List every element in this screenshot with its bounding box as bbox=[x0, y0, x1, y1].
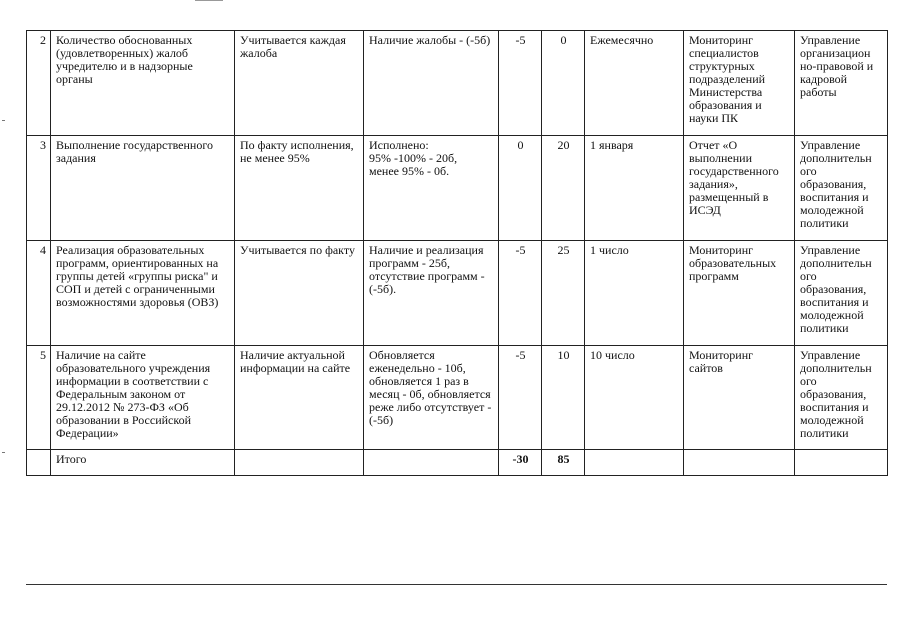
total-row bbox=[27, 450, 888, 476]
table-row bbox=[27, 346, 888, 450]
footer-divider bbox=[26, 584, 887, 585]
indicator-cell: Количество обоснованных (удовлетворенных) жалоб учредителю и в надзорные органы bbox=[51, 31, 235, 136]
total-empty-cell bbox=[235, 450, 364, 476]
total-empty-cell bbox=[585, 450, 684, 476]
total-label: Итого bbox=[51, 450, 235, 476]
min-score-cell: -5 bbox=[499, 241, 542, 346]
table-row bbox=[27, 241, 888, 346]
method-cell: Учитывается каждая жалоба bbox=[235, 31, 364, 136]
total-number-cell bbox=[27, 450, 51, 476]
table-row bbox=[27, 136, 888, 241]
min-score-cell: 0 bbox=[499, 136, 542, 241]
source-cell: Отчет «О выполнении государственного задания», размещенный в ИСЭД bbox=[684, 136, 795, 241]
total-empty-cell bbox=[795, 450, 888, 476]
total-max-score: 85 bbox=[542, 450, 585, 476]
row-number: 2 bbox=[27, 31, 51, 136]
indicator-cell: Реализация образовательных программ, ориентированных на группы детей «группы риска" и СОП и детей с ограниченными возможностями здоровья (ОВЗ) bbox=[51, 241, 235, 346]
min-score-cell: -5 bbox=[499, 31, 542, 136]
total-empty-cell bbox=[684, 450, 795, 476]
scan-artifact-edge bbox=[2, 452, 5, 453]
total-min-score: -30 bbox=[499, 450, 542, 476]
min-score-cell: -5 bbox=[499, 346, 542, 450]
method-cell: По факту исполнения, не менее 95% bbox=[235, 136, 364, 241]
criteria-table bbox=[26, 30, 888, 476]
period-cell: 1 число bbox=[585, 241, 684, 346]
criteria-cell: Наличие жалобы - (-5б) bbox=[364, 31, 499, 136]
criteria-cell: Обновляется еженедельно - 10б, обновляется 1 раз в месяц - 0б, обновляется реже либо отсутствует -(-5б) bbox=[364, 346, 499, 450]
responsible-cell: Управление дополнительн ого образования, воспитания и молодежной политики bbox=[795, 241, 888, 346]
indicator-cell: Выполнение государственного задания bbox=[51, 136, 235, 241]
period-cell: Ежемесячно bbox=[585, 31, 684, 136]
responsible-cell: Управление организацион но-правовой и кадровой работы bbox=[795, 31, 888, 136]
row-number: 3 bbox=[27, 136, 51, 241]
row-number: 5 bbox=[27, 346, 51, 450]
total-empty-cell bbox=[364, 450, 499, 476]
criteria-cell: Исполнено: 95% -100% - 20б, менее 95% - 0б. bbox=[364, 136, 499, 241]
table-row bbox=[27, 31, 888, 136]
source-cell: Мониторинг специалистов структурных подразделений Министерства образования и науки ПК bbox=[684, 31, 795, 136]
max-score-cell: 10 bbox=[542, 346, 585, 450]
max-score-cell: 0 bbox=[542, 31, 585, 136]
row-number: 4 bbox=[27, 241, 51, 346]
scan-artifact-top bbox=[195, 0, 223, 1]
indicator-cell: Наличие на сайте образовательного учреждения информации в соответствии с Федеральным законом от 29.12.2012 № 273-ФЗ «Об образовании в Российской Федерации» bbox=[51, 346, 235, 450]
scan-artifact-edge bbox=[2, 120, 5, 121]
responsible-cell: Управление дополнительн ого образования, воспитания и молодежной политики bbox=[795, 136, 888, 241]
source-cell: Мониторинг образовательных программ bbox=[684, 241, 795, 346]
responsible-cell: Управление дополнительн ого образования, воспитания и молодежной политики bbox=[795, 346, 888, 450]
period-cell: 10 число bbox=[585, 346, 684, 450]
max-score-cell: 25 bbox=[542, 241, 585, 346]
method-cell: Учитывается по факту bbox=[235, 241, 364, 346]
period-cell: 1 января bbox=[585, 136, 684, 241]
max-score-cell: 20 bbox=[542, 136, 585, 241]
method-cell: Наличие актуальной информации на сайте bbox=[235, 346, 364, 450]
criteria-cell: Наличие и реализация программ - 25б, отсутствие программ - (-5б). bbox=[364, 241, 499, 346]
source-cell: Мониторинг сайтов bbox=[684, 346, 795, 450]
